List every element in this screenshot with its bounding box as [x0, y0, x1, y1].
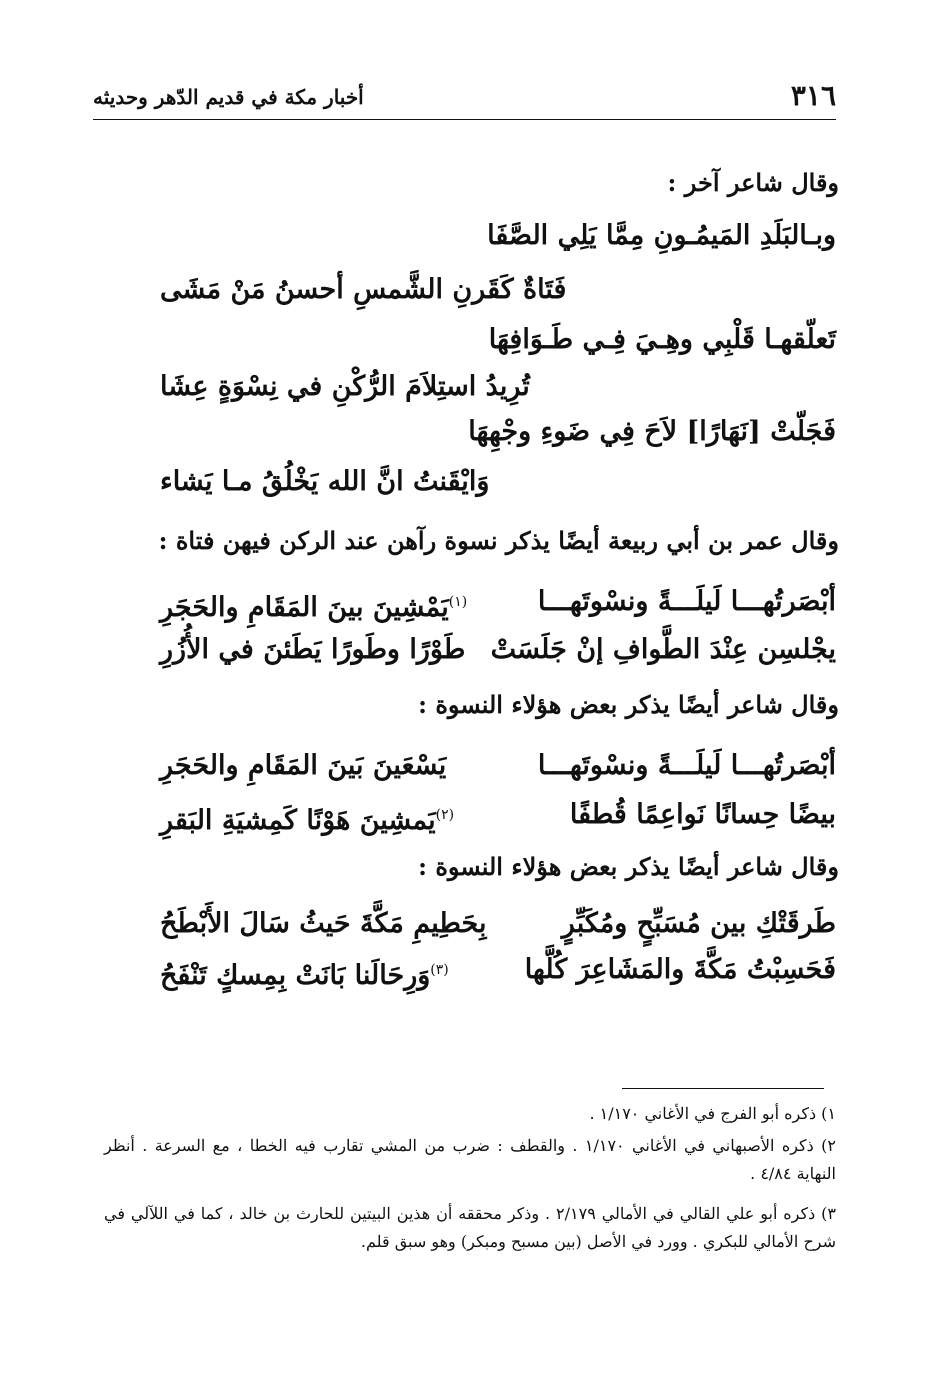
poem-intro-2: وقال عمر بن أبي ربيعة أيضًا يذكر نسوة رآهن عند الركن فيهن فتاة :	[158, 526, 839, 555]
poem-intro-1: وقال شاعر آخر :	[667, 168, 839, 197]
verse-line: فَتَاةٌ كَقَرنِ الشَّمسِ أحسنُ مَنْ مَشَى	[160, 274, 567, 305]
verse-line: فَجَلّتْ [نَهَارًا] لاَحَ فِي ضَوءِ وجْهِهَا	[468, 416, 836, 447]
running-title: أخبار مكة في قديم الدّهر وحديثه	[93, 85, 364, 109]
header-rule	[93, 119, 836, 120]
footnote-1: ١) ذكره أبو الفرج في الأغاني ١/١٧٠ .	[589, 1104, 836, 1123]
couplet	[160, 793, 836, 837]
couplet	[160, 628, 836, 672]
hemistich-first: بيضًا حِسانًا نَواعِمًا قُطفًا	[569, 799, 836, 830]
verse-line: تَعلّقهـا قَلْبِي وهِـيَ فِـي طَـوَافِهَا	[488, 324, 836, 355]
hemistich-second: طَوْرًا وطَورًا يَطَئنَ في الأُزُرِ	[160, 634, 466, 665]
hemistich-first: فَحَسِبْتُ مَكَّةَ والمَشَاعِرَ كُلَّها	[524, 954, 836, 985]
verse-line: وَايْقَنتُ انَّ الله يَخْلُقُ مـا يَشاء	[160, 466, 490, 497]
couplet	[160, 580, 836, 624]
hemistich-first: يجْلسِن عِنْدَ الطَّوافِ إنْ جَلَسَتْ	[490, 634, 836, 665]
hemistich-first: أبْصَرتُهـــا لَيلَـــةً ونسْوتَهـــا	[537, 750, 836, 781]
page-number: ٣١٦	[790, 79, 836, 112]
footnote-rule	[622, 1088, 824, 1089]
footnote-2: ٢) ذكره الأصبهاني في الأغاني ١/١٧٠ . والقطف : ضرب من المشي تقارب فيه الخطا ، مع السرعة . أنظر النهاية ٤/٨٤ .	[104, 1136, 837, 1183]
hemistich-first: أبْصَرتُهـــا لَيلَـــةً ونسْوتَهـــا	[537, 586, 836, 617]
couplet	[160, 948, 836, 992]
hemistich-second: $^{(٣)}$وَرِحَالَنا بَانَتْ بِمِسكٍ تَنْفَحُ	[160, 960, 449, 991]
couplet	[160, 902, 836, 946]
poem-intro-4: وقال شاعر أيضًا يذكر بعض هؤلاء النسوة :	[418, 852, 839, 881]
hemistich-second: يَسْعَينَ بَينَ المَقَامِ والحَجَرِ	[160, 750, 447, 781]
hemistich-first: طَرقَتْكِ بين مُسَبِّحٍ ومُكَبِّرٍ	[561, 908, 836, 939]
verse-line: وبـالبَلَدِ المَيمُـونِ مِمَّا يَلِي الصَّفَا	[487, 220, 836, 251]
footnote-ref: (٢)	[435, 807, 455, 823]
hemistich-second: $^{(٢)}$يَمشِينَ هَوْنًا كَمِشيَةِ البَقرِ	[160, 805, 455, 836]
poem-intro-3: وقال شاعر أيضًا يذكر بعض هؤلاء النسوة :	[418, 690, 839, 719]
footnote-ref: (١)	[448, 594, 468, 610]
verse-line: تُرِيدُ استِلاَمَ الرُّكْنِ في نِسْوَةٍ عِشَا	[160, 371, 530, 402]
couplet	[160, 744, 836, 788]
hemistich-second: $^{(١)}$يَمْشِينَ بينَ المَقَامِ والحَجَرِ	[160, 592, 468, 623]
hemistich-second: بِحَطِيمِ مَكَّةَ حَيثُ سَالَ الأَبْطَحُ	[160, 908, 487, 939]
footnote-ref: (٣)	[430, 962, 449, 978]
footnote-3: ٣) ذكره أبو علي القالي في الأمالي ٢/١٧٩ . وذكر محققه أن هذين البيتين للحارث بن خالد ، كما في اللآلي في شرح الأمالي للبكري . وورد في الأصل (بين مسبح ومبكر) وهو سبق قلم.	[104, 1204, 836, 1251]
